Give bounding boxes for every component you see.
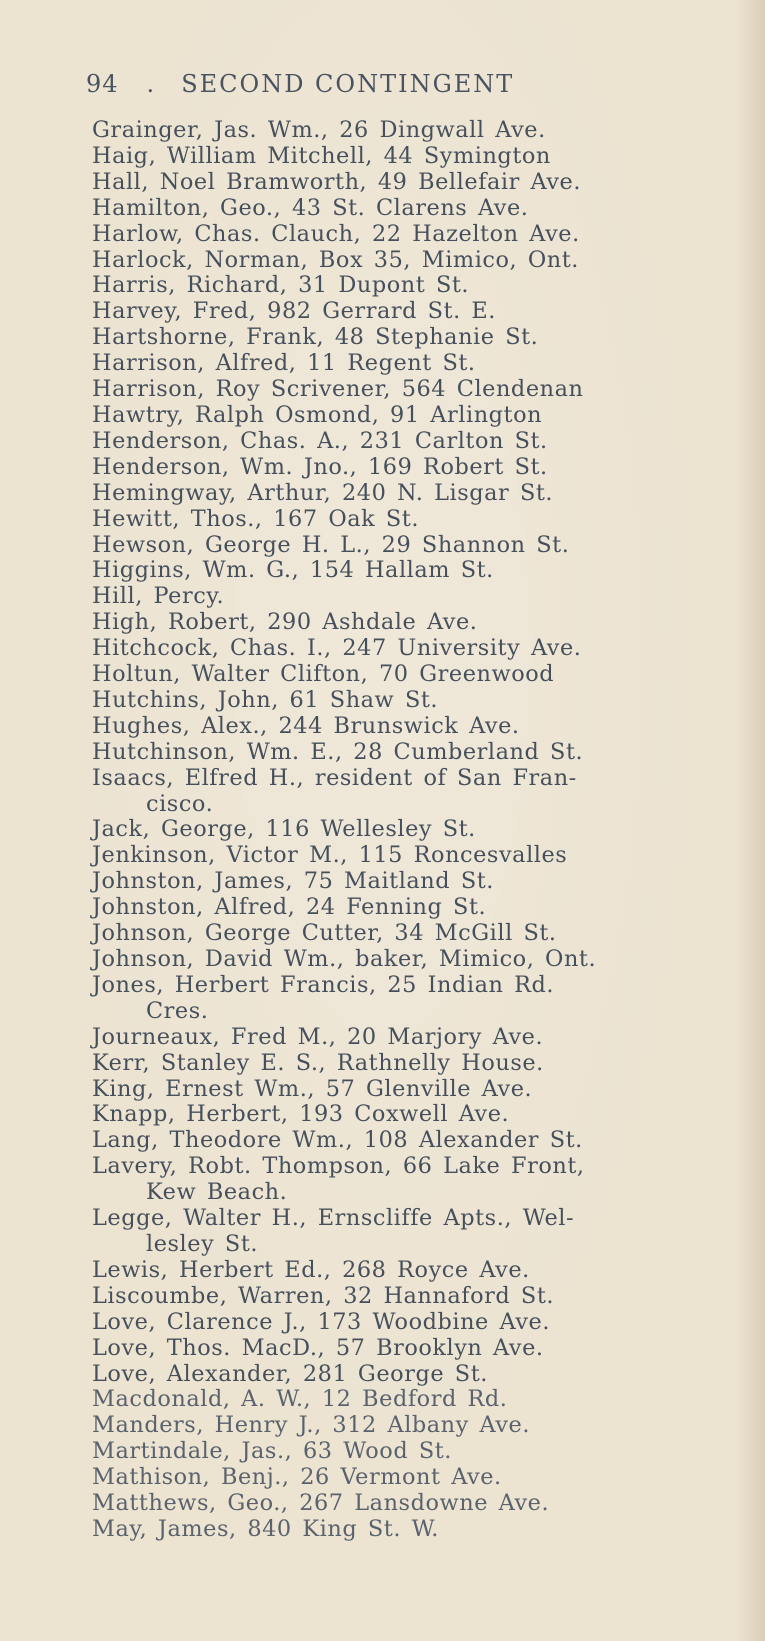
- entry-text: Holtun, Walter Clifton, 70 Greenwood: [92, 661, 555, 688]
- roster-entry: [92, 766, 742, 818]
- roster-entry: [92, 1077, 742, 1103]
- roster-entry: [92, 1258, 742, 1284]
- roster-entry: [92, 429, 742, 455]
- roster-entry: [92, 1413, 742, 1439]
- entry-text: Matthews, Geo., 267 Lansdowne Ave.: [92, 1490, 550, 1517]
- roster-entry: [92, 455, 742, 481]
- roster-entry: [92, 947, 742, 973]
- entry-text: Hughes, Alex., 244 Brunswick Ave.: [92, 712, 520, 739]
- entry-text: May, James, 840 King St. W.: [92, 1515, 439, 1542]
- roster-entry: [92, 584, 742, 610]
- entry-text: Haig, William Mitchell, 44 Symington: [92, 142, 551, 169]
- roster-entry: [92, 299, 742, 325]
- entry-text: Harrison, Alfred, 11 Regent St.: [92, 350, 476, 377]
- entry-text: Harlock, Norman, Box 35, Mimico, Ont.: [92, 246, 579, 273]
- page-number: 94: [86, 70, 119, 98]
- entry-text: Hutchins, John, 61 Shaw St.: [92, 686, 439, 713]
- roster-entry: [92, 558, 742, 584]
- roster-entry: [92, 1206, 742, 1258]
- entry-text: Johnston, Alfred, 24 Fenning St.: [92, 894, 487, 921]
- entry-text: Harvey, Fred, 982 Gerrard St. E.: [92, 298, 496, 325]
- entry-text: Hemingway, Arthur, 240 N. Lisgar St.: [92, 479, 554, 506]
- entry-text: Hall, Noel Bramworth, 49 Bellefair Ave.: [92, 168, 582, 195]
- entry-continuation: Cres.: [146, 997, 209, 1024]
- entry-text: Liscoumbe, Warren, 32 Hannaford St.: [92, 1282, 555, 1309]
- entry-continuation: Kew Beach.: [146, 1179, 288, 1206]
- roster-entry: [92, 610, 742, 636]
- entry-text: Johnston, James, 75 Maitland St.: [92, 868, 494, 895]
- entry-text: Henderson, Wm. Jno., 169 Robert St.: [92, 453, 548, 480]
- roster-entry: [92, 1154, 742, 1206]
- entry-text: Harlow, Chas. Clauch, 22 Hazelton Ave.: [92, 220, 580, 247]
- roster-entry: [92, 1387, 742, 1413]
- roster-entry: [92, 1051, 742, 1077]
- roster-entry: [92, 869, 742, 895]
- roster-entry: [92, 688, 742, 714]
- entry-text: Johnson, George Cutter, 34 McGill St.: [92, 920, 557, 947]
- header-separator: .: [146, 70, 156, 98]
- entry-text: Macdonald, A. W., 12 Bedford Rd.: [92, 1386, 508, 1413]
- entry-text: Jack, George, 116 Wellesley St.: [92, 816, 476, 843]
- roster-entry: [92, 403, 742, 429]
- roster-entry: [92, 1128, 742, 1154]
- roster-entry: [92, 843, 742, 869]
- entry-text: Lewis, Herbert Ed., 268 Royce Ave.: [92, 1256, 530, 1283]
- entry-text: Hamilton, Geo., 43 St. Clarens Ave.: [92, 194, 529, 221]
- roster-entry: [92, 170, 742, 196]
- entry-text: Hawtry, Ralph Osmond, 91 Arlington: [92, 401, 543, 428]
- entry-text: King, Ernest Wm., 57 Glenville Ave.: [92, 1075, 533, 1102]
- entry-text: Journeaux, Fred M., 20 Marjory Ave.: [92, 1023, 544, 1050]
- roster-entry: [92, 973, 742, 1025]
- entry-text: Jenkinson, Victor M., 115 Roncesvalles: [92, 842, 568, 869]
- roster-entry: [92, 1336, 742, 1362]
- roster-entry: [92, 1284, 742, 1310]
- roster-entry: [92, 273, 742, 299]
- entry-text: Hutchinson, Wm. E., 28 Cumberland St.: [92, 738, 584, 765]
- entry-text: Legge, Walter H., Ernscliffe Apts., Wel-: [92, 1205, 575, 1232]
- entry-text: Isaacs, Elfred H., resident of San Fran-: [92, 764, 577, 791]
- roster-entry: [92, 481, 742, 507]
- roster-entry: [92, 1362, 742, 1388]
- entry-text: Kerr, Stanley E. S., Rathnelly House.: [92, 1049, 544, 1076]
- entry-text: Love, Clarence J., 173 Woodbine Ave.: [92, 1308, 551, 1335]
- roster-entry: [92, 740, 742, 766]
- roster-entry: [92, 248, 742, 274]
- entry-text: High, Robert, 290 Ashdale Ave.: [92, 609, 478, 636]
- roster-entry: [92, 662, 742, 688]
- roster-entry: [92, 714, 742, 740]
- roster-entry: [92, 921, 742, 947]
- entry-text: Hill, Percy.: [92, 583, 225, 610]
- roster-entry: [92, 533, 742, 559]
- roster-entry: [92, 377, 742, 403]
- roster-entry: [92, 1491, 742, 1517]
- roster-entry: [92, 507, 742, 533]
- roster-entry: [92, 1465, 742, 1491]
- entry-text: Lavery, Robt. Thompson, 66 Lake Front,: [92, 1153, 585, 1180]
- entry-text: Johnson, David Wm., baker, Mimico, Ont.: [92, 946, 597, 972]
- entry-text: Love, Thos. MacD., 57 Brooklyn Ave.: [92, 1334, 544, 1361]
- entry-text: Hitchcock, Chas. I., 247 University Ave.: [92, 635, 582, 662]
- roster-entry: [92, 196, 742, 222]
- roster-entry: [92, 351, 742, 377]
- roster-entry: [92, 1439, 742, 1465]
- roster-entry: [92, 118, 742, 144]
- entry-text: Higgins, Wm. G., 154 Hallam St.: [92, 557, 494, 584]
- roster-entry: [92, 222, 742, 248]
- entry-text: Martindale, Jas., 63 Wood St.: [92, 1438, 452, 1465]
- entry-text: Harris, Richard, 31 Dupont St.: [92, 272, 470, 299]
- entry-text: Hewson, George H. L., 29 Shannon St.: [92, 531, 570, 558]
- entry-text: Lang, Theodore Wm., 108 Alexander St.: [92, 1127, 583, 1154]
- entry-text: Hartshorne, Frank, 48 Stephanie St.: [92, 324, 539, 351]
- entry-text: Hewitt, Thos., 167 Oak St.: [92, 505, 420, 532]
- roster-entry: [92, 817, 742, 843]
- running-head: SECOND CONTINGENT: [181, 70, 515, 98]
- roster-entry: [92, 895, 742, 921]
- page-header: [86, 70, 514, 100]
- entry-text: Henderson, Chas. A., 231 Carlton St.: [92, 427, 548, 454]
- entry-text: Knapp, Herbert, 193 Coxwell Ave.: [92, 1101, 510, 1128]
- roster-entry: [92, 1025, 742, 1051]
- entry-text: Love, Alexander, 281 George St.: [92, 1360, 488, 1387]
- roster-entry: [92, 144, 742, 170]
- entry-text: Grainger, Jas. Wm., 26 Dingwall Ave.: [92, 117, 546, 143]
- entry-continuation: lesley St.: [146, 1230, 259, 1257]
- roster-entry: [92, 1310, 742, 1336]
- roster-entry: [92, 1102, 742, 1128]
- entry-text: Mathison, Benj., 26 Vermont Ave.: [92, 1464, 502, 1491]
- entry-text: Jones, Herbert Francis, 25 Indian Rd.: [92, 971, 555, 998]
- roster-list: [92, 118, 742, 1543]
- entry-continuation: cisco.: [146, 790, 214, 817]
- roster-entry: [92, 636, 742, 662]
- entry-text: Harrison, Roy Scrivener, 564 Clendenan: [92, 376, 584, 403]
- entry-text: Manders, Henry J., 312 Albany Ave.: [92, 1412, 530, 1439]
- roster-entry: [92, 1517, 742, 1543]
- roster-entry: [92, 325, 742, 351]
